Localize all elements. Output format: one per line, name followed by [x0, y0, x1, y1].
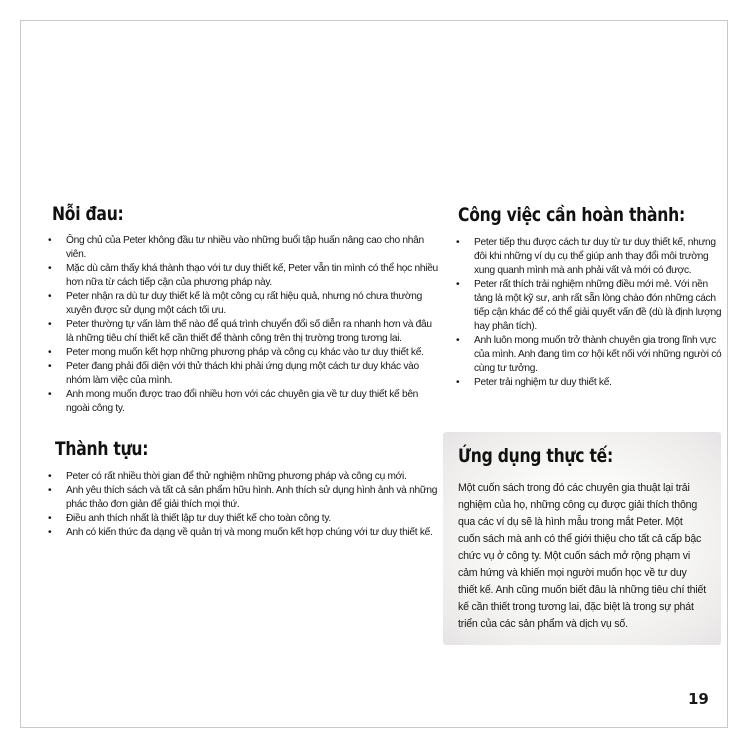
- list-item: • Peter mong muốn kết hợp những phương pháp và công cụ khác vào tư duy thiết kế.: [48, 346, 440, 360]
- page-number: 19: [688, 690, 709, 708]
- list-item: • Anh yêu thích sách và tất cả sản phẩm hữu hình. Anh thích sử dụng hình ảnh và những phác thảo đơn giản để giải thích mọi thứ.: [48, 484, 440, 512]
- application-box: [443, 432, 721, 645]
- list-item: • Anh có kiến thức đa dạng về quản trị và mong muốn kết hợp chúng với tư duy thiết kế.: [48, 526, 440, 540]
- jobs-list: [456, 236, 726, 390]
- pain-list: [48, 234, 440, 416]
- application-heading: Ứng dụng thực tế:: [458, 445, 613, 467]
- list-item: • Anh mong muốn được trao đổi nhiều hơn với các chuyên gia về tư duy thiết kế bên ngoài công ty.: [48, 388, 440, 416]
- list-item: • Điều anh thích nhất là thiết lập tư duy thiết kế cho toàn công ty.: [48, 512, 440, 526]
- list-item: • Peter rất thích trải nghiệm những điều mới mẻ. Với nền tảng là một kỹ sư, anh rất sẵn lòng chào đón những cách tiếp cận khác để có thể giải quyết vấn đề (dù là định lượng hay phân tích).: [456, 278, 726, 334]
- list-item: • Peter nhận ra dù tư duy thiết kế là một công cụ rất hiệu quả, nhưng nó chưa thường xuyên được sử dụng một cách tối ưu.: [48, 290, 440, 318]
- list-item: • Mặc dù cảm thấy khá thành thạo với tư duy thiết kế, Peter vẫn tin mình có thể học nhiều hơn nữa từ cách tiếp cận của phương pháp này.: [48, 262, 440, 290]
- gains-heading: Thành tựu:: [55, 438, 149, 460]
- application-text: Một cuốn sách trong đó các chuyên gia thuật lại trải nghiệm của họ, những công cụ được giải thích thông qua các ví dụ sẽ là hình mẫu trong mắt Peter. Một cuốn sách mà anh có thể giới thiệu cho tất cả cấp bậc chức vụ ở công ty. Một cuốn sách mở rộng phạm vi cảm hứng và khiến mọi người muốn học về tư duy thiết kế. Anh cũng muốn biết đâu là những tiêu chí thiết kế cần thiết trong tương lai, đặc biệt là trong sự phát triển của các sản phẩm và dịch vụ số.: [458, 482, 706, 630]
- jobs-heading: Công việc cần hoàn thành:: [458, 204, 685, 226]
- list-item: • Peter thường tự vấn làm thế nào để quá trình chuyển đổi số diễn ra nhanh hơn và đâu là những tiêu chí thiết kế cần thiết để thành công trên thị trường trong tương lai.: [48, 318, 440, 346]
- list-item: • Peter đang phải đối diện với thử thách khi phải ứng dụng một cách tư duy khác vào nhóm làm việc của mình.: [48, 360, 440, 388]
- list-item: • Peter tiếp thu được cách tư duy từ tư duy thiết kế, nhưng đôi khi những ví dụ cụ thể giúp anh thay đổi môi trường xung quanh mình mà anh phải vất vả mới có được.: [456, 236, 726, 278]
- gains-list: [48, 470, 440, 540]
- list-item: • Ông chủ của Peter không đầu tư nhiều vào những buổi tập huấn nâng cao cho nhân viên.: [48, 234, 440, 262]
- pain-heading: Nỗi đau:: [52, 203, 124, 225]
- list-item: • Peter trải nghiệm tư duy thiết kế.: [456, 376, 726, 390]
- list-item: • Anh luôn mong muốn trở thành chuyên gia trong lĩnh vực của mình. Anh đang tìm cơ hội kết nối với những người có cùng tư tưởng.: [456, 334, 726, 376]
- list-item: • Peter có rất nhiều thời gian để thử nghiệm những phương pháp và công cụ mới.: [48, 470, 440, 484]
